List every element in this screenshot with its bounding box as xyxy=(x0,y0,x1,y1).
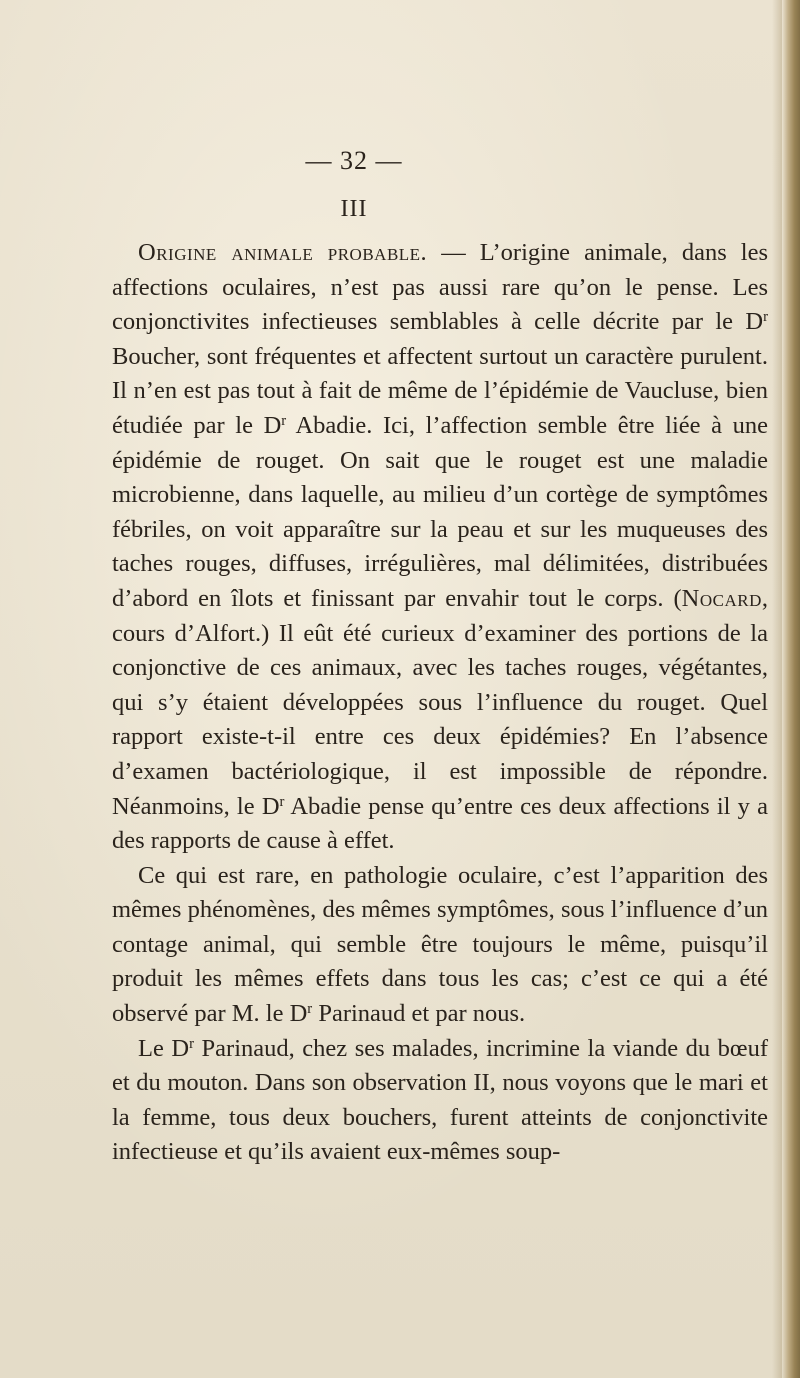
book-edge xyxy=(782,0,800,1378)
section-heading: Origine animale probable. xyxy=(138,239,428,266)
body-text xyxy=(112,236,768,1170)
heading-continuation: — L’origine animale, dans les affections oculaires, n’est pas aussi rare qu’on le pense. Les conjonctivites infectieuses semblables à celle décrite par le xyxy=(112,239,768,336)
dr-abbrev: D xyxy=(171,1034,190,1062)
paragraph-3 xyxy=(112,1032,768,1170)
paragraph-2 xyxy=(112,859,768,1032)
text-segment: Le xyxy=(138,1034,172,1062)
dr-superscript: r xyxy=(279,793,285,810)
dr-abbrev: D xyxy=(261,792,280,820)
author-nocard: Nocard xyxy=(681,584,762,612)
dr-superscript: r xyxy=(307,1000,313,1017)
text-segment: Ce qui est rare, en pathologie oculaire, c’est l’apparition des mêmes phénomènes, des mêmes symptômes, sous l’influence d’un contage animal, qui semble être toujours le même, puisqu’il produit les mêmes effets dans tous les cas; c’est ce qui a été observé par M. le xyxy=(112,861,768,1028)
text-segment: , cours d’Alfort.) Il eût été curieux d’examiner des portions de la conjonctive de ces animaux, avec les taches rouges, végétantes, qui s’y étaient développées sous l’influence du rouget. Quel rapport existe-t-il entre ces deux épidémies? En l’absence d’examen bactériologique, il est impossible de répondre. Néanmoins, le xyxy=(112,584,768,820)
dr-superscript: r xyxy=(763,309,768,326)
dr-superscript: r xyxy=(189,1035,194,1052)
text-segment: Parinaud, chez ses malades, incrimine la viande du bœuf et du mouton. Dans son observation II, nous voyons que le mari et la femme, tous deux bouchers, furent atteints de conjonctivite infectieuse et qu’ils avaient eux-mêmes soup- xyxy=(112,1034,769,1166)
text-segment: Abadie. Ici, l’affection semble être liée à une épidémie de rouget. On sait que le rouget est une maladie microbienne, dans laquelle, au milieu d’un cortège de symptômes fébriles, on voit apparaître sur la peau et sur les muqueuses des taches rouges, diffuses, irrégulières, mal délimitées, distribuées d’abord en îlots et finissant par envahir tout le corps. ( xyxy=(112,411,768,612)
page-number: — 32 — xyxy=(305,146,403,175)
page-edge-shadow xyxy=(772,0,782,1378)
dr-abbrev: D xyxy=(289,1000,308,1028)
text-segment: Abadie pense qu’entre ces deux affections il y a des rapports de cause à effet. xyxy=(112,792,769,855)
text-segment: Parinaud et par nous. xyxy=(312,1000,526,1028)
section-number: III xyxy=(340,196,368,222)
dr-abbrev: D xyxy=(263,411,282,439)
paragraph-1 xyxy=(112,236,768,859)
dr-superscript: r xyxy=(281,412,287,429)
dr-abbrev: D xyxy=(745,308,764,336)
text-segment: Boucher, sont fréquentes et affectent surtout un caractère purulent. Il n’en est pas tout à fait de même de l’épidémie de Vaucluse, bien étudiée par le xyxy=(112,342,768,439)
